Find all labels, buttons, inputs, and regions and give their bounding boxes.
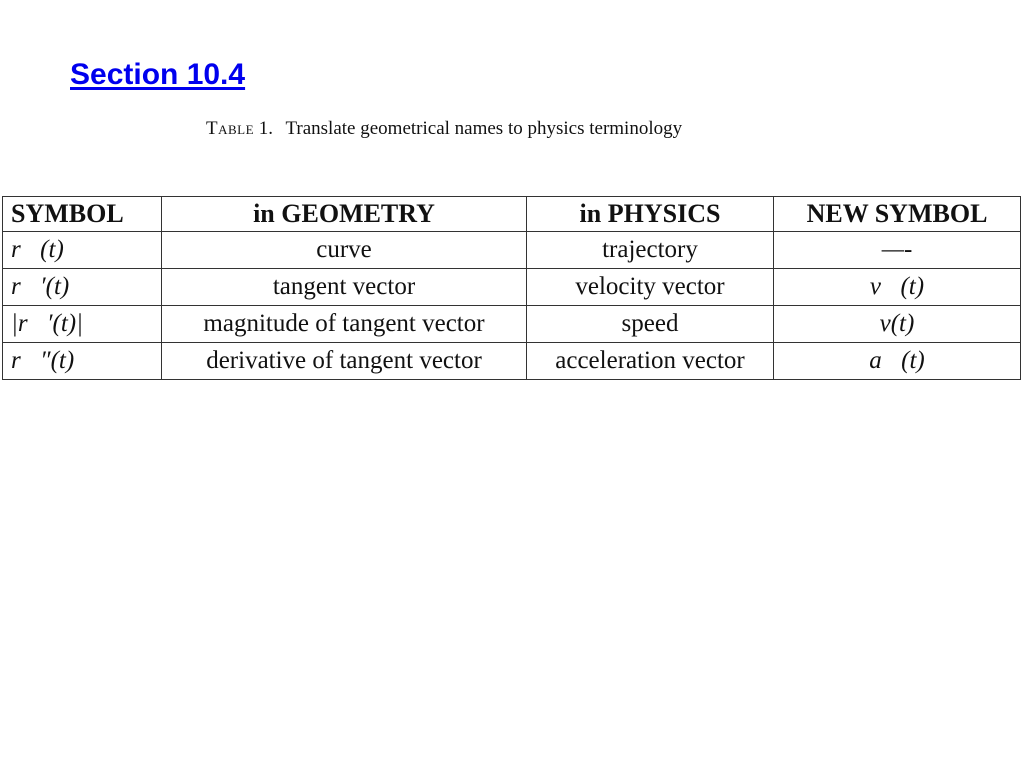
table-header-row: [3, 197, 1021, 232]
new-symbol-cell: a⃗(t): [774, 343, 1021, 380]
table-row: [3, 343, 1021, 380]
caption-label: Table: [206, 118, 255, 139]
geometry-cell: tangent vector: [162, 269, 527, 306]
symbol-cell: r⃗′(t): [3, 269, 162, 306]
physics-cell: speed: [527, 306, 774, 343]
symbol-cell: r⃗(t): [3, 232, 162, 269]
caption-text: Translate geometrical names to physics terminology: [285, 118, 683, 139]
section-link[interactable]: Section 10.4: [70, 58, 246, 91]
geometry-cell: magnitude of tangent vector: [162, 306, 527, 343]
column-header-physics: in PHYSICS: [527, 197, 774, 232]
symbol-cell: |r⃗′(t)|: [3, 306, 162, 343]
column-header-symbol: SYMBOL: [3, 197, 162, 232]
physics-cell: trajectory: [527, 232, 774, 269]
new-symbol-cell: v(t): [774, 306, 1021, 343]
physics-cell: acceleration vector: [527, 343, 774, 380]
table-row: [3, 269, 1021, 306]
table-caption: [206, 118, 682, 140]
terminology-table: [2, 196, 1021, 380]
physics-cell: velocity vector: [527, 269, 774, 306]
new-symbol-cell: —-: [774, 232, 1021, 269]
geometry-cell: curve: [162, 232, 527, 269]
column-header-geometry: in GEOMETRY: [162, 197, 527, 232]
table-row: [3, 232, 1021, 269]
symbol-cell: r⃗″(t): [3, 343, 162, 380]
table-row: [3, 306, 1021, 343]
geometry-cell: derivative of tangent vector: [162, 343, 527, 380]
caption-number: 1.: [258, 118, 274, 139]
column-header-new-symbol: NEW SYMBOL: [774, 197, 1021, 232]
new-symbol-cell: v⃗(t): [774, 269, 1021, 306]
